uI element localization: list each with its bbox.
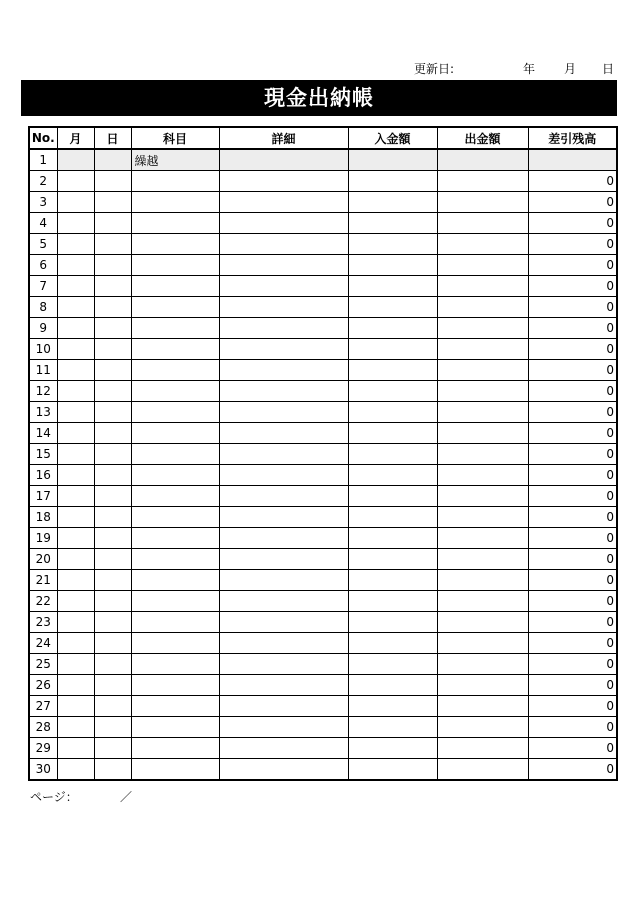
day-cell xyxy=(94,444,131,465)
day-cell xyxy=(94,696,131,717)
subject-cell: 繰越 xyxy=(131,149,219,171)
row-number-cell: 24 xyxy=(29,633,57,654)
detail-cell xyxy=(219,297,348,318)
table-row xyxy=(29,633,617,654)
table-row xyxy=(29,612,617,633)
subject-cell xyxy=(131,444,219,465)
detail-cell xyxy=(219,675,348,696)
day-cell xyxy=(94,255,131,276)
table-row xyxy=(29,255,617,276)
subject-cell xyxy=(131,234,219,255)
expense-cell xyxy=(437,255,528,276)
income-cell xyxy=(348,612,437,633)
row-number-cell: 6 xyxy=(29,255,57,276)
column-header-balance: 差引残高 xyxy=(528,127,617,149)
subject-cell xyxy=(131,675,219,696)
income-cell xyxy=(348,696,437,717)
row-number-cell: 19 xyxy=(29,528,57,549)
day-cell xyxy=(94,318,131,339)
row-number-cell: 2 xyxy=(29,171,57,192)
subject-cell xyxy=(131,297,219,318)
month-cell xyxy=(57,507,94,528)
day-cell xyxy=(94,570,131,591)
table-row xyxy=(29,276,617,297)
balance-cell: 0 xyxy=(528,297,617,318)
table-row xyxy=(29,507,617,528)
expense-cell xyxy=(437,717,528,738)
table-row xyxy=(29,759,617,781)
expense-cell xyxy=(437,402,528,423)
expense-cell xyxy=(437,738,528,759)
subject-cell xyxy=(131,759,219,781)
balance-cell: 0 xyxy=(528,591,617,612)
income-cell xyxy=(348,528,437,549)
update-date-line xyxy=(414,61,614,77)
detail-cell xyxy=(219,528,348,549)
day-cell xyxy=(94,339,131,360)
income-cell xyxy=(348,171,437,192)
day-cell xyxy=(94,633,131,654)
balance-cell: 0 xyxy=(528,171,617,192)
balance-cell: 0 xyxy=(528,675,617,696)
subject-cell xyxy=(131,318,219,339)
day-cell xyxy=(94,549,131,570)
expense-cell xyxy=(437,759,528,781)
day-cell xyxy=(94,297,131,318)
month-cell xyxy=(57,633,94,654)
balance-cell: 0 xyxy=(528,633,617,654)
row-number-cell: 28 xyxy=(29,717,57,738)
month-cell xyxy=(57,192,94,213)
row-number-cell: 8 xyxy=(29,297,57,318)
row-number-cell: 16 xyxy=(29,465,57,486)
subject-cell xyxy=(131,255,219,276)
table-row xyxy=(29,738,617,759)
balance-cell: 0 xyxy=(528,507,617,528)
income-cell xyxy=(348,402,437,423)
month-cell xyxy=(57,402,94,423)
income-cell xyxy=(348,675,437,696)
row-number-cell: 21 xyxy=(29,570,57,591)
table-row xyxy=(29,654,617,675)
month-cell xyxy=(57,255,94,276)
day-label: 日 xyxy=(602,62,615,76)
row-number-cell: 15 xyxy=(29,444,57,465)
ledger-title: 現金出納帳 xyxy=(21,80,617,116)
subject-cell xyxy=(131,360,219,381)
day-cell xyxy=(94,381,131,402)
table-header-row xyxy=(29,127,617,149)
month-cell xyxy=(57,696,94,717)
expense-cell xyxy=(437,423,528,444)
income-cell xyxy=(348,717,437,738)
income-cell xyxy=(348,276,437,297)
expense-cell xyxy=(437,444,528,465)
balance-cell: 0 xyxy=(528,549,617,570)
detail-cell xyxy=(219,318,348,339)
month-cell xyxy=(57,465,94,486)
subject-cell xyxy=(131,339,219,360)
month-cell xyxy=(57,339,94,360)
detail-cell xyxy=(219,717,348,738)
detail-cell xyxy=(219,149,348,171)
month-cell xyxy=(57,486,94,507)
subject-cell xyxy=(131,717,219,738)
detail-cell xyxy=(219,213,348,234)
row-number-cell: 13 xyxy=(29,402,57,423)
detail-cell xyxy=(219,507,348,528)
row-number-cell: 3 xyxy=(29,192,57,213)
row-number-cell: 30 xyxy=(29,759,57,781)
expense-cell xyxy=(437,507,528,528)
page-indicator xyxy=(30,789,170,805)
detail-cell xyxy=(219,192,348,213)
column-header-expense: 出金額 xyxy=(437,127,528,149)
row-number-cell: 12 xyxy=(29,381,57,402)
month-cell xyxy=(57,591,94,612)
month-cell xyxy=(57,570,94,591)
day-cell xyxy=(94,360,131,381)
balance-cell: 0 xyxy=(528,234,617,255)
month-cell xyxy=(57,738,94,759)
income-cell xyxy=(348,591,437,612)
cash-ledger-table xyxy=(28,126,618,781)
table-row xyxy=(29,696,617,717)
balance-cell: 0 xyxy=(528,654,617,675)
expense-cell xyxy=(437,675,528,696)
detail-cell xyxy=(219,696,348,717)
detail-cell xyxy=(219,486,348,507)
detail-cell xyxy=(219,444,348,465)
subject-cell xyxy=(131,696,219,717)
table-row xyxy=(29,675,617,696)
day-cell xyxy=(94,738,131,759)
table-row xyxy=(29,591,617,612)
month-cell xyxy=(57,171,94,192)
subject-cell xyxy=(131,171,219,192)
income-cell xyxy=(348,549,437,570)
income-cell xyxy=(348,633,437,654)
table-row xyxy=(29,528,617,549)
column-header-detail: 詳細 xyxy=(219,127,348,149)
detail-cell xyxy=(219,612,348,633)
table-row xyxy=(29,444,617,465)
income-cell xyxy=(348,234,437,255)
income-cell xyxy=(348,570,437,591)
table-row xyxy=(29,570,617,591)
row-number-cell: 26 xyxy=(29,675,57,696)
month-cell xyxy=(57,360,94,381)
balance-cell: 0 xyxy=(528,528,617,549)
subject-cell xyxy=(131,402,219,423)
expense-cell xyxy=(437,654,528,675)
balance-cell: 0 xyxy=(528,738,617,759)
income-cell xyxy=(348,654,437,675)
table-row xyxy=(29,213,617,234)
detail-cell xyxy=(219,570,348,591)
balance-cell: 0 xyxy=(528,318,617,339)
table-row xyxy=(29,339,617,360)
month-cell xyxy=(57,528,94,549)
income-cell xyxy=(348,759,437,781)
month-cell xyxy=(57,612,94,633)
table-row xyxy=(29,423,617,444)
expense-cell xyxy=(437,339,528,360)
detail-cell xyxy=(219,234,348,255)
expense-cell xyxy=(437,696,528,717)
month-cell xyxy=(57,149,94,171)
row-number-cell: 17 xyxy=(29,486,57,507)
balance-cell: 0 xyxy=(528,612,617,633)
day-cell xyxy=(94,149,131,171)
day-cell xyxy=(94,528,131,549)
subject-cell xyxy=(131,381,219,402)
income-cell xyxy=(348,444,437,465)
expense-cell xyxy=(437,149,528,171)
day-cell xyxy=(94,507,131,528)
column-header-day: 日 xyxy=(94,127,131,149)
column-header-no: No. xyxy=(29,127,57,149)
table-row xyxy=(29,549,617,570)
balance-cell: 0 xyxy=(528,717,617,738)
subject-cell xyxy=(131,633,219,654)
detail-cell xyxy=(219,402,348,423)
day-cell xyxy=(94,402,131,423)
row-number-cell: 29 xyxy=(29,738,57,759)
page-label: ページ： xyxy=(30,790,78,804)
row-number-cell: 25 xyxy=(29,654,57,675)
expense-cell xyxy=(437,213,528,234)
detail-cell xyxy=(219,255,348,276)
month-cell xyxy=(57,549,94,570)
day-cell xyxy=(94,171,131,192)
row-number-cell: 5 xyxy=(29,234,57,255)
income-cell xyxy=(348,423,437,444)
balance-cell: 0 xyxy=(528,444,617,465)
income-cell xyxy=(348,213,437,234)
month-label: 月 xyxy=(564,62,577,76)
day-cell xyxy=(94,675,131,696)
expense-cell xyxy=(437,465,528,486)
expense-cell xyxy=(437,486,528,507)
row-number-cell: 4 xyxy=(29,213,57,234)
year-label: 年 xyxy=(523,62,536,76)
subject-cell xyxy=(131,465,219,486)
income-cell xyxy=(348,738,437,759)
detail-cell xyxy=(219,171,348,192)
page-separator: ／ xyxy=(120,790,133,804)
balance-cell: 0 xyxy=(528,255,617,276)
month-cell xyxy=(57,444,94,465)
income-cell xyxy=(348,360,437,381)
subject-cell xyxy=(131,654,219,675)
day-cell xyxy=(94,654,131,675)
subject-cell xyxy=(131,276,219,297)
detail-cell xyxy=(219,759,348,781)
row-number-cell: 18 xyxy=(29,507,57,528)
balance-cell: 0 xyxy=(528,339,617,360)
balance-cell: 0 xyxy=(528,381,617,402)
month-cell xyxy=(57,654,94,675)
ledger-body xyxy=(29,149,617,780)
detail-cell xyxy=(219,339,348,360)
detail-cell xyxy=(219,381,348,402)
day-cell xyxy=(94,486,131,507)
expense-cell xyxy=(437,297,528,318)
column-header-month: 月 xyxy=(57,127,94,149)
expense-cell xyxy=(437,528,528,549)
balance-cell: 0 xyxy=(528,486,617,507)
income-cell xyxy=(348,507,437,528)
subject-cell xyxy=(131,486,219,507)
detail-cell xyxy=(219,591,348,612)
table-row xyxy=(29,402,617,423)
subject-cell xyxy=(131,528,219,549)
column-header-subject: 科目 xyxy=(131,127,219,149)
day-cell xyxy=(94,234,131,255)
day-cell xyxy=(94,612,131,633)
month-cell xyxy=(57,297,94,318)
income-cell xyxy=(348,486,437,507)
balance-cell xyxy=(528,149,617,171)
table-row xyxy=(29,149,617,171)
row-number-cell: 10 xyxy=(29,339,57,360)
day-cell xyxy=(94,759,131,781)
row-number-cell: 7 xyxy=(29,276,57,297)
balance-cell: 0 xyxy=(528,759,617,781)
row-number-cell: 11 xyxy=(29,360,57,381)
row-number-cell: 14 xyxy=(29,423,57,444)
expense-cell xyxy=(437,276,528,297)
expense-cell xyxy=(437,318,528,339)
month-cell xyxy=(57,213,94,234)
day-cell xyxy=(94,276,131,297)
detail-cell xyxy=(219,276,348,297)
subject-cell xyxy=(131,192,219,213)
subject-cell xyxy=(131,423,219,444)
table-row xyxy=(29,465,617,486)
subject-cell xyxy=(131,570,219,591)
table-row xyxy=(29,717,617,738)
income-cell xyxy=(348,381,437,402)
row-number-cell: 23 xyxy=(29,612,57,633)
detail-cell xyxy=(219,549,348,570)
income-cell xyxy=(348,318,437,339)
subject-cell xyxy=(131,612,219,633)
balance-cell: 0 xyxy=(528,213,617,234)
table-row xyxy=(29,297,617,318)
month-cell xyxy=(57,381,94,402)
income-cell xyxy=(348,465,437,486)
expense-cell xyxy=(437,570,528,591)
day-cell xyxy=(94,465,131,486)
row-number-cell: 9 xyxy=(29,318,57,339)
month-cell xyxy=(57,675,94,696)
row-number-cell: 1 xyxy=(29,149,57,171)
table-row xyxy=(29,192,617,213)
balance-cell: 0 xyxy=(528,696,617,717)
balance-cell: 0 xyxy=(528,570,617,591)
month-cell xyxy=(57,234,94,255)
detail-cell xyxy=(219,360,348,381)
income-cell xyxy=(348,149,437,171)
month-cell xyxy=(57,717,94,738)
balance-cell: 0 xyxy=(528,360,617,381)
detail-cell xyxy=(219,423,348,444)
income-cell xyxy=(348,192,437,213)
expense-cell xyxy=(437,591,528,612)
month-cell xyxy=(57,318,94,339)
balance-cell: 0 xyxy=(528,192,617,213)
detail-cell xyxy=(219,465,348,486)
subject-cell xyxy=(131,507,219,528)
column-header-income: 入金額 xyxy=(348,127,437,149)
month-cell xyxy=(57,276,94,297)
subject-cell xyxy=(131,213,219,234)
expense-cell xyxy=(437,192,528,213)
subject-cell xyxy=(131,549,219,570)
table-row xyxy=(29,171,617,192)
day-cell xyxy=(94,192,131,213)
day-cell xyxy=(94,717,131,738)
detail-cell xyxy=(219,633,348,654)
day-cell xyxy=(94,213,131,234)
expense-cell xyxy=(437,549,528,570)
subject-cell xyxy=(131,738,219,759)
balance-cell: 0 xyxy=(528,465,617,486)
table-row xyxy=(29,360,617,381)
table-row xyxy=(29,381,617,402)
update-date-label: 更新日: xyxy=(414,62,455,76)
month-cell xyxy=(57,423,94,444)
balance-cell: 0 xyxy=(528,423,617,444)
day-cell xyxy=(94,423,131,444)
expense-cell xyxy=(437,360,528,381)
expense-cell xyxy=(437,612,528,633)
row-number-cell: 20 xyxy=(29,549,57,570)
balance-cell: 0 xyxy=(528,276,617,297)
table-row xyxy=(29,234,617,255)
expense-cell xyxy=(437,381,528,402)
income-cell xyxy=(348,297,437,318)
expense-cell xyxy=(437,234,528,255)
detail-cell xyxy=(219,738,348,759)
subject-cell xyxy=(131,591,219,612)
table-row xyxy=(29,318,617,339)
month-cell xyxy=(57,759,94,781)
row-number-cell: 27 xyxy=(29,696,57,717)
income-cell xyxy=(348,255,437,276)
detail-cell xyxy=(219,654,348,675)
income-cell xyxy=(348,339,437,360)
row-number-cell: 22 xyxy=(29,591,57,612)
expense-cell xyxy=(437,633,528,654)
expense-cell xyxy=(437,171,528,192)
table-row xyxy=(29,486,617,507)
balance-cell: 0 xyxy=(528,402,617,423)
day-cell xyxy=(94,591,131,612)
